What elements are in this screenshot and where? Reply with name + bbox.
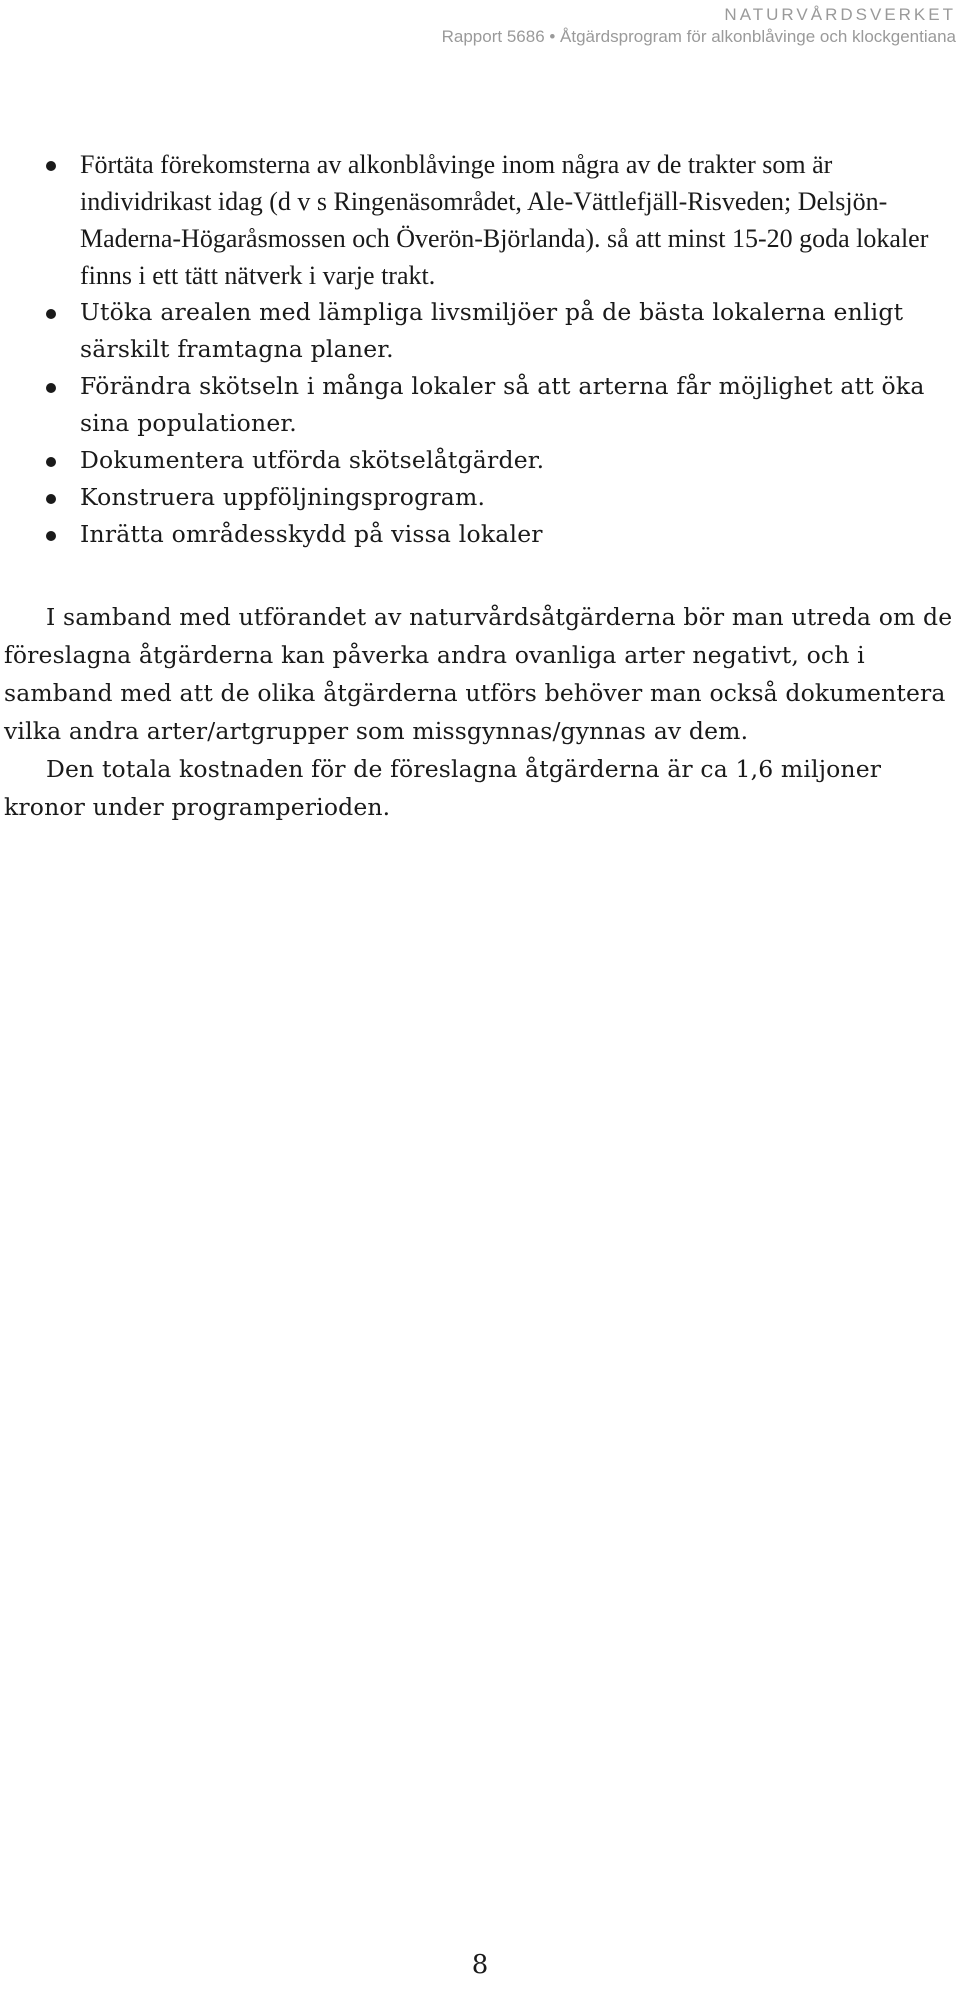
page-header	[442, 4, 956, 48]
list-item	[46, 442, 946, 479]
list-item-text: Förtäta förekomsterna av alkonblåvinge inom några av de trakter som är individrikast idag (d v s Ringenäsområdet, Ale-Vättlefjäll-Risveden; Delsjön-Maderna-Högaråsmossen och Överön-Björlanda). så att minst 15-20 goda lokaler finns i ett tätt nätverk i varje trakt.	[80, 150, 929, 290]
report-title: Rapport 5686 • Åtgärdsprogram för alkonblåvinge och klockgentiana	[441, 27, 956, 47]
list-item	[46, 479, 946, 516]
list-item	[46, 146, 946, 294]
measures-list	[46, 146, 946, 553]
paragraph: Den totala kostnaden för de föreslagna åtgärderna är ca 1,6 miljoner kronor under programperioden.	[4, 755, 882, 821]
list-item-text: Förändra skötseln i många lokaler så att arterna får möjlighet att öka sina populationer.	[80, 372, 925, 437]
paragraph: I samband med utförandet av naturvårdsåtgärderna bör man utreda om de föreslagna åtgärderna kan påverka andra ovanliga arter negativt, och i samband med att de olika åtgärderna utförs behöver man också dokumentera vilka andra arter/artgrupper som missgynnas/gynnas av dem.	[4, 603, 953, 745]
bullet-icon	[46, 309, 56, 319]
bullet-icon	[46, 457, 56, 467]
list-item-text: Inrätta områdesskydd på vissa lokaler	[80, 520, 543, 548]
page-number: 8	[471, 1950, 489, 1980]
list-item	[46, 294, 946, 368]
bullet-icon	[46, 383, 56, 393]
list-item	[46, 368, 946, 442]
bullet-icon	[46, 531, 56, 541]
organization-name: NATURVÅRDSVERKET	[724, 5, 956, 24]
bullet-icon	[46, 161, 56, 171]
list-item-text: Utöka arealen med lämpliga livsmiljöer på de bästa lokalerna enligt särskilt framtagna planer.	[80, 298, 904, 363]
list-item	[46, 516, 946, 553]
body-text	[4, 598, 954, 826]
list-item-text: Dokumentera utförda skötselåtgärder.	[80, 446, 545, 474]
list-item-text: Konstruera uppföljningsprogram.	[80, 483, 486, 511]
bullet-icon	[46, 494, 56, 504]
